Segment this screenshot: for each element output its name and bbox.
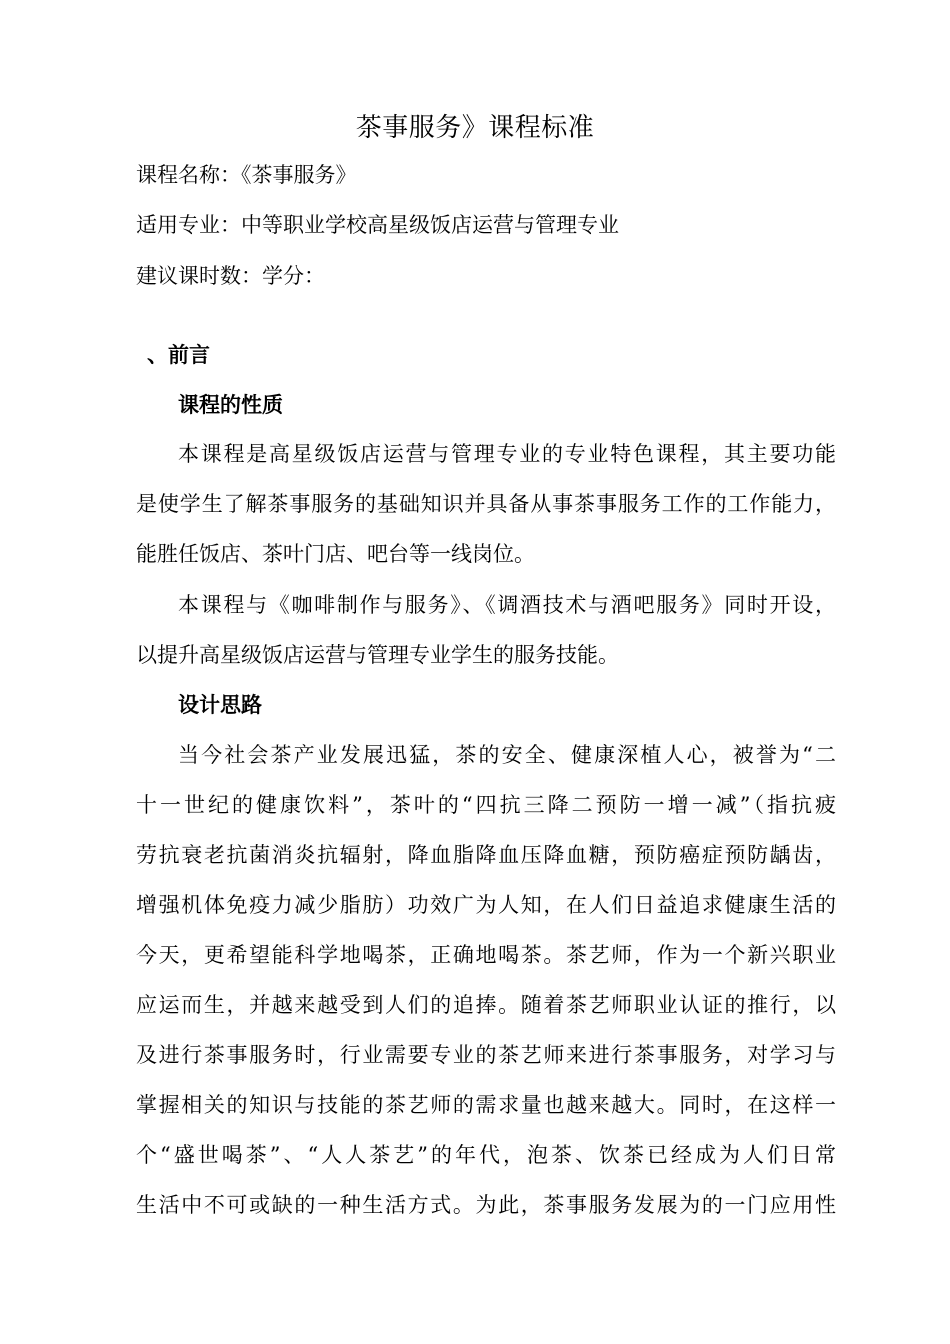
subsection-heading-design: 设计思路 (178, 693, 262, 717)
hours-credits: 建议课时数：学分： (136, 264, 325, 288)
document-title: 茶事服务》课程标准 (355, 113, 595, 143)
paragraph-line: 能胜任饭店、茶叶门店、吧台等一线岗位。 (136, 542, 535, 566)
paragraph-line: 当今社会茶产业发展迅猛，茶的安全、健康深植人心，被誉为“二 (178, 743, 836, 767)
paragraph-line: 增强机体免疫力减少脂肪）功效广为人知，在人们日益追求健康生活的 (136, 893, 836, 917)
course-name: 课程名称：《茶事服务》 (136, 163, 357, 187)
paragraph-line: 及进行茶事服务时，行业需要专业的茶艺师来进行茶事服务，对学习与 (136, 1043, 836, 1067)
applicable-major: 适用专业：中等职业学校高星级饭店运营与管理专业 (136, 213, 619, 237)
paragraph-line: 个“盛世喝茶”、“人人茶艺”的年代，泡茶、饮茶已经成为人们日常 (136, 1143, 836, 1167)
paragraph-line: 劳抗衰老抗菌消炎抗辐射，降血脂降血压降血糖，预防癌症预防龋齿， (136, 843, 836, 867)
paragraph-line: 掌握相关的知识与技能的茶艺师的需求量也越来越大。同时，在这样一 (136, 1093, 836, 1117)
paragraph-line: 以提升高星级饭店运营与管理专业学生的服务技能。 (136, 643, 619, 667)
paragraph-line: 今天，更希望能科学地喝茶，正确地喝茶。茶艺师，作为一个新兴职业 (136, 943, 836, 967)
paragraph-line: 十一世纪的健康饮料”，茶叶的“四抗三降二预防一增一减”（指抗疲 (136, 793, 836, 817)
paragraph-line: 是使学生了解茶事服务的基础知识并具备从事茶事服务工作的工作能力， (136, 492, 836, 516)
paragraph-line: 生活中不可或缺的一种生活方式。为此，茶事服务发展为的一门应用性 (136, 1193, 836, 1217)
section-heading-preface: 、前言 (147, 343, 210, 367)
paragraph-line: 本课程与《咖啡制作与服务》、《调酒技术与酒吧服务》同时开设， (178, 593, 836, 617)
paragraph-nature-2 (136, 580, 836, 680)
paragraph-line: 应运而生，并越来越受到人们的追捧。随着茶艺师职业认证的推行，以 (136, 993, 836, 1017)
paragraph-nature-1 (136, 429, 836, 579)
paragraph-design-1 (136, 730, 836, 1230)
subsection-heading-nature: 课程的性质 (178, 393, 283, 417)
paragraph-line: 本课程是高星级饭店运营与管理专业的专业特色课程，其主要功能 (178, 442, 836, 466)
